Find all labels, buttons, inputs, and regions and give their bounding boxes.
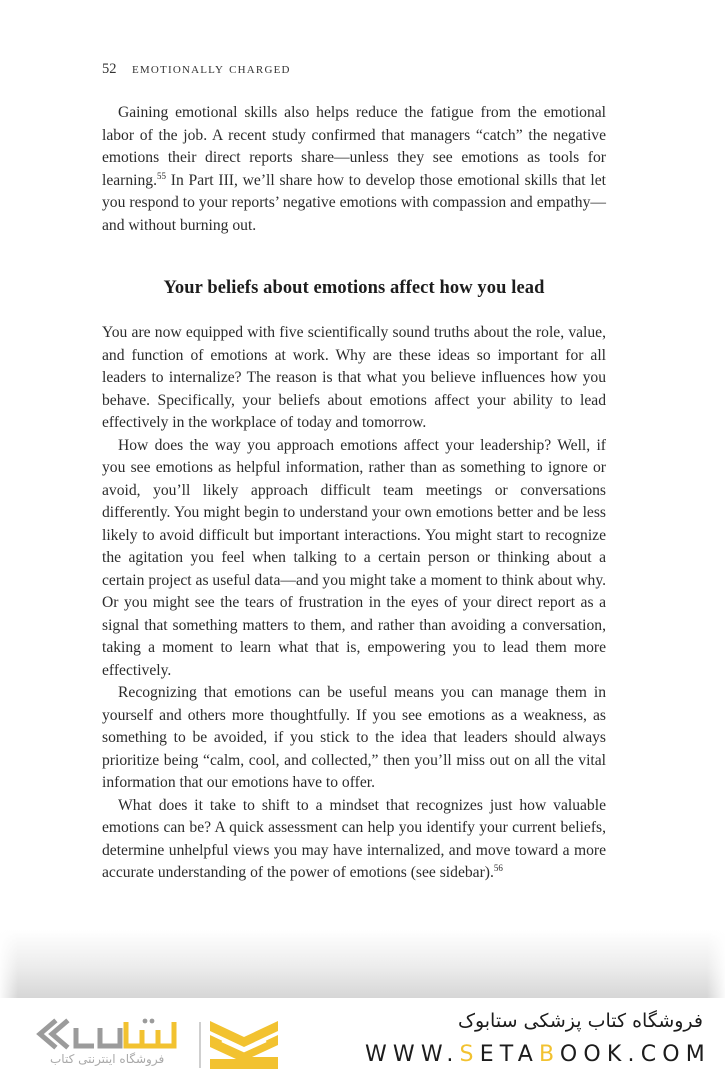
footnote-ref-56: 56 bbox=[493, 863, 503, 873]
paragraph: What does it take to shift to a mindset that recognizes just how valuable emotions can be? A quick assessment can help you identify your current beliefs, determine unhelpful views you may have internalized, and move toward a more accurate understanding of the power of emotions (see sidebar).$^{56}$ bbox=[102, 796, 606, 881]
store-url[interactable]: WWW.SETABOOK.COM bbox=[364, 1042, 711, 1067]
page-bottom-shadow bbox=[0, 930, 725, 998]
footnote-ref-55: 55 bbox=[157, 170, 166, 181]
logo-divider bbox=[199, 1022, 201, 1068]
section-1-text bbox=[102, 102, 606, 237]
section-heading: Your beliefs about emotions affect how you lead bbox=[163, 278, 545, 298]
book-title: emotionally charged bbox=[132, 61, 291, 77]
paragraph: How does the way you approach emotions affect your leadership? Well, if you see emotions as helpful information, rather than as something to ignore or avoid, you’ll likely approach difficult team meetings or conversations differently. You might begin to understand your own emotions better and be less likely to avoid difficult but important interactions. You might start to recognize the agitation you feel when talking to a certain person or thinking about a certain project as useful data—and you might take a moment to think about why. Or you might see the tears of frustration in the eyes of your direct report as a signal that something matters to them, and rather than avoiding a conversation, taking a moment to learn what that is, empowering you to lead them more effectively. bbox=[102, 436, 606, 679]
store-name: فروشگاه کتاب پزشکی ستابوک bbox=[457, 1010, 703, 1032]
footer-banner bbox=[0, 998, 725, 1079]
logo-subtitle: فروشگاه اینترنتی کتاب bbox=[50, 1052, 165, 1066]
setabook-logo bbox=[36, 1016, 286, 1074]
page-number: 52 bbox=[102, 61, 117, 77]
paragraph: Recognizing that emotions can be useful means you can manage them in yourself and others more thoughtfully. If you see emotions as a weakness, as something to be avoided, if you stick to the idea that leaders should always prioritize being “calm, cool, and collected,” then you’ll miss out on all the vital information that our emotions have to offer. bbox=[102, 684, 606, 791]
paragraph: You are now equipped with five scientifically sound truths about the role, value, and function of emotions at work. Why are these ideas so important for all leaders to internalize? The reason is that what you believe influences how you behave. Specifically, your beliefs about emotions affect your ability to lead effectively in the workplace of today and tomorrow. bbox=[102, 324, 606, 431]
paragraph: Gaining emotional skills also helps reduce the fatigue from the emotional labor of the job. A recent study confirmed that managers “catch” the negative emotions their direct reports share—unless they see emotions as tools for learning.$^{55}$ In Part III, we’ll share how to develop those emotional skills that let you respond to your reports’ negative emotions with compassion and empathy—and without burning out. bbox=[102, 104, 606, 234]
running-head bbox=[102, 61, 291, 78]
logo-wordmark-icon bbox=[36, 1016, 196, 1056]
setabook-chevron-mark-icon bbox=[208, 1019, 280, 1071]
section-2-text bbox=[102, 322, 606, 885]
